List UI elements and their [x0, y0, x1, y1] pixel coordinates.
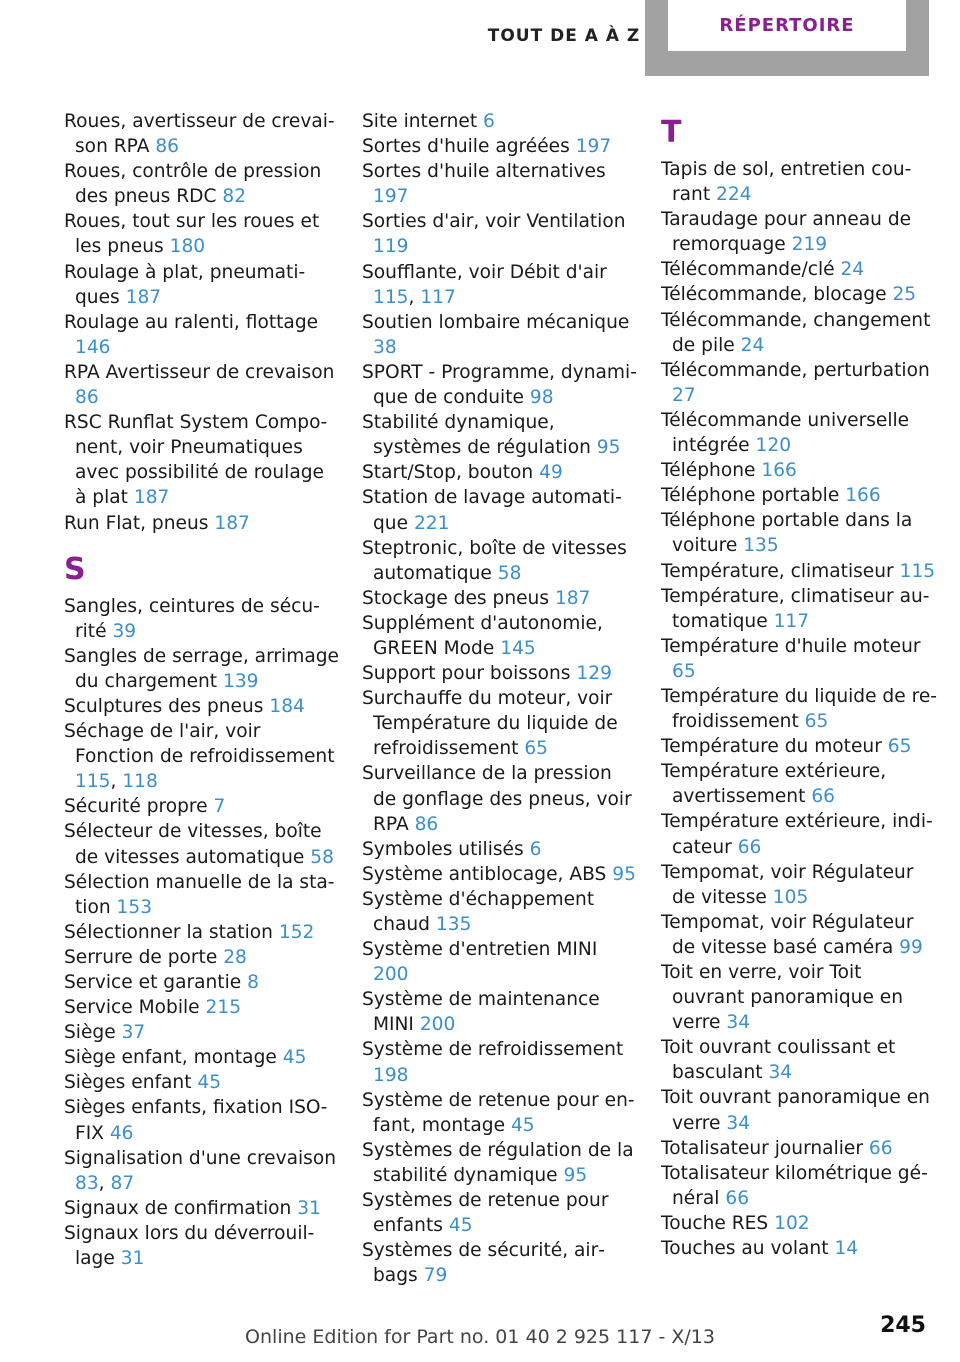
index-entry-text: Sélecteur de vitesses, boîte de vitesses automatique — [64, 821, 322, 868]
index-entry-text: Totalisateur kilométrique général — [661, 1162, 928, 1209]
index-entry-text: Service et garantie — [64, 972, 242, 993]
page-reference-link[interactable]: 198 — [373, 1064, 409, 1086]
page-reference-link[interactable]: 83 — [75, 1172, 99, 1194]
page-reference-link[interactable]: 118 — [122, 771, 158, 793]
index-entry — [362, 862, 638, 887]
index-entry-text: Totalisateur journalier — [661, 1137, 863, 1159]
index-entry — [64, 920, 340, 945]
footer-edition: Online Edition for Part no. 01 40 2 925 117 - X/13 — [245, 1326, 715, 1348]
page-reference-link[interactable]: 115 — [899, 560, 936, 582]
page-reference-link[interactable]: 31 — [120, 1248, 145, 1270]
index-entry — [661, 634, 937, 684]
page-reference-link[interactable]: 7 — [213, 796, 226, 818]
page-reference-link[interactable]: 146 — [75, 336, 111, 358]
index-entry-text: Température, climatiseur — [661, 560, 894, 582]
index-entry-text: Toit ouvrant coulissant et basculant — [661, 1037, 896, 1084]
index-entry-text: Station de lavage automatique — [362, 487, 622, 534]
index-entry — [661, 358, 937, 408]
index-entry — [64, 1095, 340, 1145]
index-entry-text: Télécommande, blocage — [661, 284, 887, 306]
page-reference-link[interactable]: 135 — [435, 914, 472, 935]
index-entry — [661, 584, 937, 634]
page-reference-link[interactable]: 187 — [125, 286, 162, 308]
page-reference-link[interactable]: 34 — [726, 1012, 751, 1034]
index-entry-text: RPA Avertisseur de crevaison — [64, 361, 335, 383]
index-entry-text: Sortes d'huile alternatives — [362, 161, 606, 183]
index-entry-text: Signaux lors du déverrouillage — [64, 1222, 315, 1270]
page-reference-link[interactable]: 14 — [834, 1238, 859, 1260]
index-entry — [661, 408, 937, 458]
index-entry — [64, 1070, 340, 1095]
index-entry-text: Signalisation d'une crevaison — [64, 1147, 337, 1169]
header-tab-tout-de-a-a-z[interactable]: TOUT DE A À Z — [487, 26, 641, 46]
index-entry-text: Site internet — [362, 111, 478, 132]
page-reference-link[interactable]: 145 — [500, 637, 536, 659]
index-entry-text: Surchauffe du moteur, voir Température du liquide de refroidissement — [362, 688, 618, 760]
index-entry-text: Roues, tout sur les roues et les pneus — [64, 211, 320, 258]
page-reference-link[interactable]: 139 — [223, 670, 259, 692]
index-entry-text: Roues, contrôle de pression des pneus RDC — [64, 161, 322, 208]
index-entry — [64, 594, 340, 644]
page-reference-link[interactable]: 117 — [420, 286, 456, 308]
index-entry-text: Support pour boissons — [362, 663, 571, 685]
page-reference-link[interactable]: 153 — [116, 896, 153, 918]
index-entry-text: Service Mobile — [64, 997, 200, 1019]
index-entry-text: Système de maintenance MINI — [362, 989, 600, 1036]
page-reference-link[interactable]: 95 — [563, 1164, 588, 1186]
index-entry — [64, 945, 340, 970]
index-entry-text: Tapis de sol, entretien courant — [661, 159, 912, 206]
index-entry — [64, 870, 340, 920]
index-entry-text: Systèmes de sécurité, airbags — [362, 1240, 605, 1287]
page-reference-link[interactable]: 45 — [510, 1114, 535, 1136]
index-entry — [362, 937, 638, 987]
page-reference-link[interactable]: 86 — [414, 813, 439, 835]
page-reference-link[interactable]: 120 — [755, 435, 792, 457]
index-column-2 — [362, 109, 638, 1288]
index-entry — [362, 887, 638, 937]
index-entry — [661, 960, 937, 1035]
index-entry — [362, 134, 638, 159]
index-entry-text: Touche RES — [661, 1212, 769, 1234]
index-entry — [661, 734, 937, 759]
index-entry-text: Signaux de confirmation — [64, 1197, 292, 1219]
page-reference-link[interactable]: 45 — [282, 1047, 307, 1069]
index-entry — [661, 1211, 937, 1236]
page-reference-link[interactable]: 166 — [761, 460, 797, 482]
index-entry-text: Sorties d'air, voir Ventilation — [362, 211, 626, 233]
index-entry — [661, 257, 937, 282]
index-entry — [362, 460, 638, 485]
page-reference-link[interactable]: 197 — [575, 136, 612, 158]
index-entry — [362, 1138, 638, 1188]
index-entry: Signalisation d'une crevaison 83, 87 — [64, 1147, 337, 1194]
index-entry — [362, 310, 638, 360]
index-entry — [362, 837, 638, 862]
index-entry — [64, 109, 340, 159]
page-reference-link[interactable]: 87 — [110, 1172, 135, 1194]
page-reference-link[interactable]: 224 — [716, 184, 752, 206]
index-entry — [661, 308, 937, 358]
page-reference-link[interactable]: 6 — [483, 111, 495, 132]
index-entry — [362, 360, 638, 410]
page-reference-link[interactable]: 105 — [772, 886, 809, 908]
index-entry — [362, 611, 638, 661]
index-entry — [661, 207, 937, 257]
index-entry-text: Tempomat, voir Régulateur de vitesse — [661, 861, 914, 908]
index-entry — [64, 1221, 340, 1271]
index-entry — [64, 970, 340, 995]
index-entry-text: Siège enfant, montage — [64, 1047, 277, 1069]
index-entry-text: Séchage de l'air, voir Fonction de refroidissement — [64, 721, 335, 768]
index-entry — [661, 860, 937, 910]
page-reference-link[interactable]: 31 — [297, 1197, 321, 1219]
page-reference-link[interactable]: 66 — [868, 1137, 893, 1159]
index-entry — [661, 282, 937, 307]
index-column-1 — [64, 109, 340, 1271]
index-entry-text: Température extérieure, indicateur — [661, 811, 933, 858]
page-reference-link[interactable]: 79 — [423, 1265, 448, 1287]
index-entry-text: Sièges enfant — [64, 1072, 192, 1094]
page-reference-link[interactable]: 37 — [121, 1022, 146, 1044]
page-reference-link[interactable]: 99 — [899, 936, 923, 958]
index-entry-text: Steptronic, boîte de vitesses automatique — [362, 537, 627, 584]
index-entry-text: Taraudage pour anneau de remorquage — [661, 209, 912, 256]
index-entry-text: Température, climatiseur automatique — [661, 585, 930, 632]
index-entry-text: Télécommande, changement de pile — [661, 309, 931, 356]
index-entry — [64, 1020, 340, 1045]
index-entry — [64, 1196, 340, 1221]
index-entry — [362, 686, 638, 761]
index-entry-text: Sièges enfants, fixation ISOFIX — [64, 1097, 328, 1144]
index-entry — [661, 483, 937, 508]
index-entry — [64, 511, 340, 536]
index-entry — [362, 209, 638, 259]
page-reference-link[interactable]: 98 — [529, 387, 554, 409]
page-reference-link[interactable]: 184 — [269, 695, 305, 717]
index-entry — [64, 159, 340, 209]
index-entry — [661, 1236, 937, 1261]
page-reference-link[interactable]: 86 — [75, 387, 99, 409]
index-entry — [64, 310, 340, 360]
page-reference-link[interactable]: 65 — [672, 660, 696, 682]
page-reference-link[interactable]: 28 — [223, 946, 247, 968]
index-entry — [661, 910, 937, 960]
index-entry-text: Température du moteur — [661, 736, 882, 758]
page-reference-link[interactable]: 27 — [672, 384, 696, 406]
index-entry — [661, 759, 937, 809]
index-entry-text: Système d'échappement chaud — [362, 888, 595, 935]
page-reference-link[interactable]: 152 — [278, 921, 315, 943]
page-reference-link[interactable]: 187 — [554, 587, 591, 609]
page-reference-link[interactable]: 95 — [596, 437, 621, 459]
index-letter-heading: S — [64, 551, 86, 587]
index-entry-text: RSC Runflat System Component, voir Pneumatiques avec possibilité de roulage à plat — [64, 412, 328, 509]
index-entry-text: Système d'entretien MINI — [362, 939, 598, 961]
page-reference-link[interactable]: 187 — [133, 487, 170, 509]
index-entry — [64, 694, 340, 719]
index-entry-text: Téléphone — [661, 460, 756, 482]
index-entry-text: Sélectionner la station — [64, 921, 273, 943]
header-tab-repertoire[interactable] — [645, 0, 929, 76]
index-entry — [661, 1085, 937, 1135]
page-reference-link[interactable]: 166 — [845, 485, 881, 507]
page-reference-link[interactable]: 58 — [497, 562, 522, 584]
index-entry-text: Téléphone portable — [661, 485, 840, 507]
index-column-3 — [661, 109, 937, 1261]
index-entry-text: Tempomat, voir Régulateur de vitesse basé caméra — [661, 911, 914, 958]
index-entry-text: Symboles utilisés — [362, 838, 524, 860]
header-tab-repertoire-label: RÉPERTOIRE — [668, 0, 906, 51]
index-entry — [362, 1037, 638, 1087]
index-entry-text: Supplément d'autonomie, GREEN Mode — [362, 612, 603, 659]
index-entry — [362, 485, 638, 535]
page-reference-link[interactable]: 102 — [774, 1212, 810, 1234]
index-entry-text: Système antiblocage, ABS — [362, 863, 607, 885]
page-reference-link[interactable]: 8 — [247, 972, 259, 993]
page-reference-link[interactable]: 65 — [804, 711, 829, 733]
index-entry — [661, 684, 937, 734]
index-letter-heading: T — [661, 115, 682, 150]
index-entry-text: SPORT - Programme, dynamique de conduite — [362, 361, 637, 409]
page-reference-link[interactable]: 117 — [773, 610, 810, 632]
index-entry — [661, 1035, 937, 1085]
index-entry-text: Téléphone portable dans la voiture — [661, 510, 913, 557]
index-entry — [362, 586, 638, 611]
page-reference-link[interactable]: 200 — [373, 964, 409, 986]
index-entry-text: Température d'huile moteur — [661, 635, 921, 657]
index-entry-text: Roues, avertisseur de crevaison RPA — [64, 111, 335, 158]
index-entry-text: Systèmes de retenue pour enfants — [362, 1190, 609, 1237]
index-entry: Séchage de l'air, voir Fonction de refroidissement 115, 118 — [64, 721, 335, 793]
index-entry-text: Siège — [64, 1022, 116, 1044]
page-reference-link[interactable]: 180 — [169, 236, 206, 258]
page-reference-link[interactable]: 66 — [811, 786, 835, 808]
index-entry-text: Sangles, ceintures de sécurité — [64, 595, 320, 642]
page-reference-link[interactable]: 58 — [310, 846, 334, 868]
index-entry-text: Stabilité dynamique, systèmes de régulation — [362, 412, 591, 459]
index-entry — [362, 410, 638, 460]
index-entry-text: Sélection manuelle de la station — [64, 871, 335, 918]
index-entry-text: Touches au volant — [661, 1238, 829, 1260]
index-entry — [362, 987, 638, 1037]
index-entry-text: Roulage au ralenti, flottage — [64, 311, 319, 333]
index-entry — [661, 1136, 937, 1161]
index-entry — [64, 794, 340, 819]
index-entry-text: Surveillance de la pression de gonflage des pneus, voir RPA — [362, 763, 632, 835]
index-entry-text: Télécommande universelle intégrée — [661, 409, 910, 457]
index-entry — [64, 410, 340, 510]
page-reference-link[interactable]: 197 — [373, 186, 409, 208]
page-reference-link[interactable]: 46 — [109, 1122, 134, 1144]
page-reference-link[interactable]: 135 — [743, 535, 779, 557]
page-reference-link[interactable]: 115 — [373, 286, 409, 308]
index-entry — [362, 1188, 638, 1238]
index-entry — [362, 1088, 638, 1138]
index-entry-text: Toit en verre, voir Toit ouvrant panoramique en verre — [661, 962, 904, 1034]
index-entry — [661, 458, 937, 483]
page-reference-link[interactable]: 38 — [373, 336, 397, 358]
index-entry — [362, 661, 638, 686]
index-entry — [362, 761, 638, 836]
page-reference-link[interactable]: 66 — [725, 1187, 750, 1209]
index-entry — [661, 508, 937, 558]
index-entry-text: Toit ouvrant panoramique en verre — [661, 1087, 930, 1134]
page-reference-link[interactable]: 221 — [413, 512, 450, 534]
index-entry-text: Système de refroidissement — [362, 1039, 624, 1061]
index-entry — [362, 536, 638, 586]
page-reference-link[interactable]: 65 — [887, 736, 912, 758]
index-entry-text: Sortes d'huile agréées — [362, 136, 570, 158]
index-entry-text: Run Flat, pneus — [64, 512, 209, 534]
index-entry-text: Systèmes de régulation de la stabilité dynamique — [362, 1139, 634, 1186]
index-entry — [362, 109, 638, 134]
page-reference-link[interactable]: 115 — [75, 771, 111, 793]
index-entry — [64, 819, 340, 869]
page-reference-link[interactable]: 6 — [529, 838, 542, 860]
index-entry — [64, 209, 340, 259]
index-entry-text: Soutien lombaire mécanique — [362, 311, 630, 333]
index-entry-text: Serrure de porte — [64, 946, 218, 968]
index-entry-text: Système de retenue pour enfant, montage — [362, 1089, 635, 1136]
index-entry-text: Sculptures des pneus — [64, 695, 264, 717]
index-entry — [362, 159, 638, 209]
page-reference-link[interactable]: 25 — [892, 284, 917, 306]
page-reference-link[interactable]: 24 — [740, 334, 765, 356]
index-entry-text: Télécommande/clé — [661, 259, 835, 281]
index-entry — [64, 1045, 340, 1070]
index-entry-text: Soufflante, voir Débit d'air — [362, 261, 607, 283]
page-reference-link[interactable]: 39 — [112, 620, 137, 642]
index-entry — [64, 260, 340, 310]
page-reference-link[interactable]: 82 — [222, 186, 247, 208]
index-entry-text: Sécurité propre — [64, 796, 208, 818]
page-reference-link[interactable]: 34 — [768, 1062, 793, 1084]
index-entry — [64, 995, 340, 1020]
index-entry — [661, 157, 937, 207]
page-reference-link[interactable]: 187 — [214, 512, 250, 534]
page-reference-link[interactable]: 45 — [448, 1215, 473, 1237]
index-entry-text: Sangles de serrage, arrimage du chargement — [64, 645, 339, 692]
page-reference-link[interactable]: 129 — [576, 663, 612, 685]
page-reference-link[interactable]: 200 — [419, 1014, 456, 1036]
page-reference-link[interactable]: 49 — [539, 462, 563, 484]
page-reference-link[interactable]: 66 — [737, 836, 762, 858]
page-reference-link[interactable]: 34 — [726, 1112, 751, 1134]
page-reference-link[interactable]: 45 — [197, 1072, 222, 1094]
index-entry-text: Télécommande, perturbation — [661, 359, 930, 381]
index-entry-text: Température extérieure, avertissement — [661, 761, 887, 808]
index-entry-text: Stockage des pneus — [362, 587, 550, 609]
index-entry — [661, 1161, 937, 1211]
page-reference-link[interactable]: 65 — [524, 738, 549, 760]
index-entry — [661, 559, 937, 584]
index-entry — [64, 644, 340, 694]
index-entry — [362, 1238, 638, 1288]
index-entry-text: Température du liquide de refroidissement — [661, 685, 937, 733]
page-reference-link[interactable]: 86 — [155, 136, 180, 158]
index-entry: Soufflante, voir Débit d'air 115, 117 — [362, 261, 607, 308]
index-entry — [661, 809, 937, 859]
index-entry-text: Start/Stop, bouton — [362, 462, 534, 484]
page-reference-link[interactable]: 219 — [791, 234, 828, 256]
page-reference-link[interactable]: 215 — [205, 997, 242, 1019]
index-entry-text: Roulage à plat, pneumatiques — [64, 261, 306, 308]
page-reference-link[interactable]: 119 — [373, 236, 409, 258]
page-reference-link[interactable]: 24 — [840, 259, 865, 281]
page-number: 245 — [880, 1313, 926, 1338]
page-reference-link[interactable]: 95 — [612, 863, 636, 885]
index-entry — [64, 360, 340, 410]
